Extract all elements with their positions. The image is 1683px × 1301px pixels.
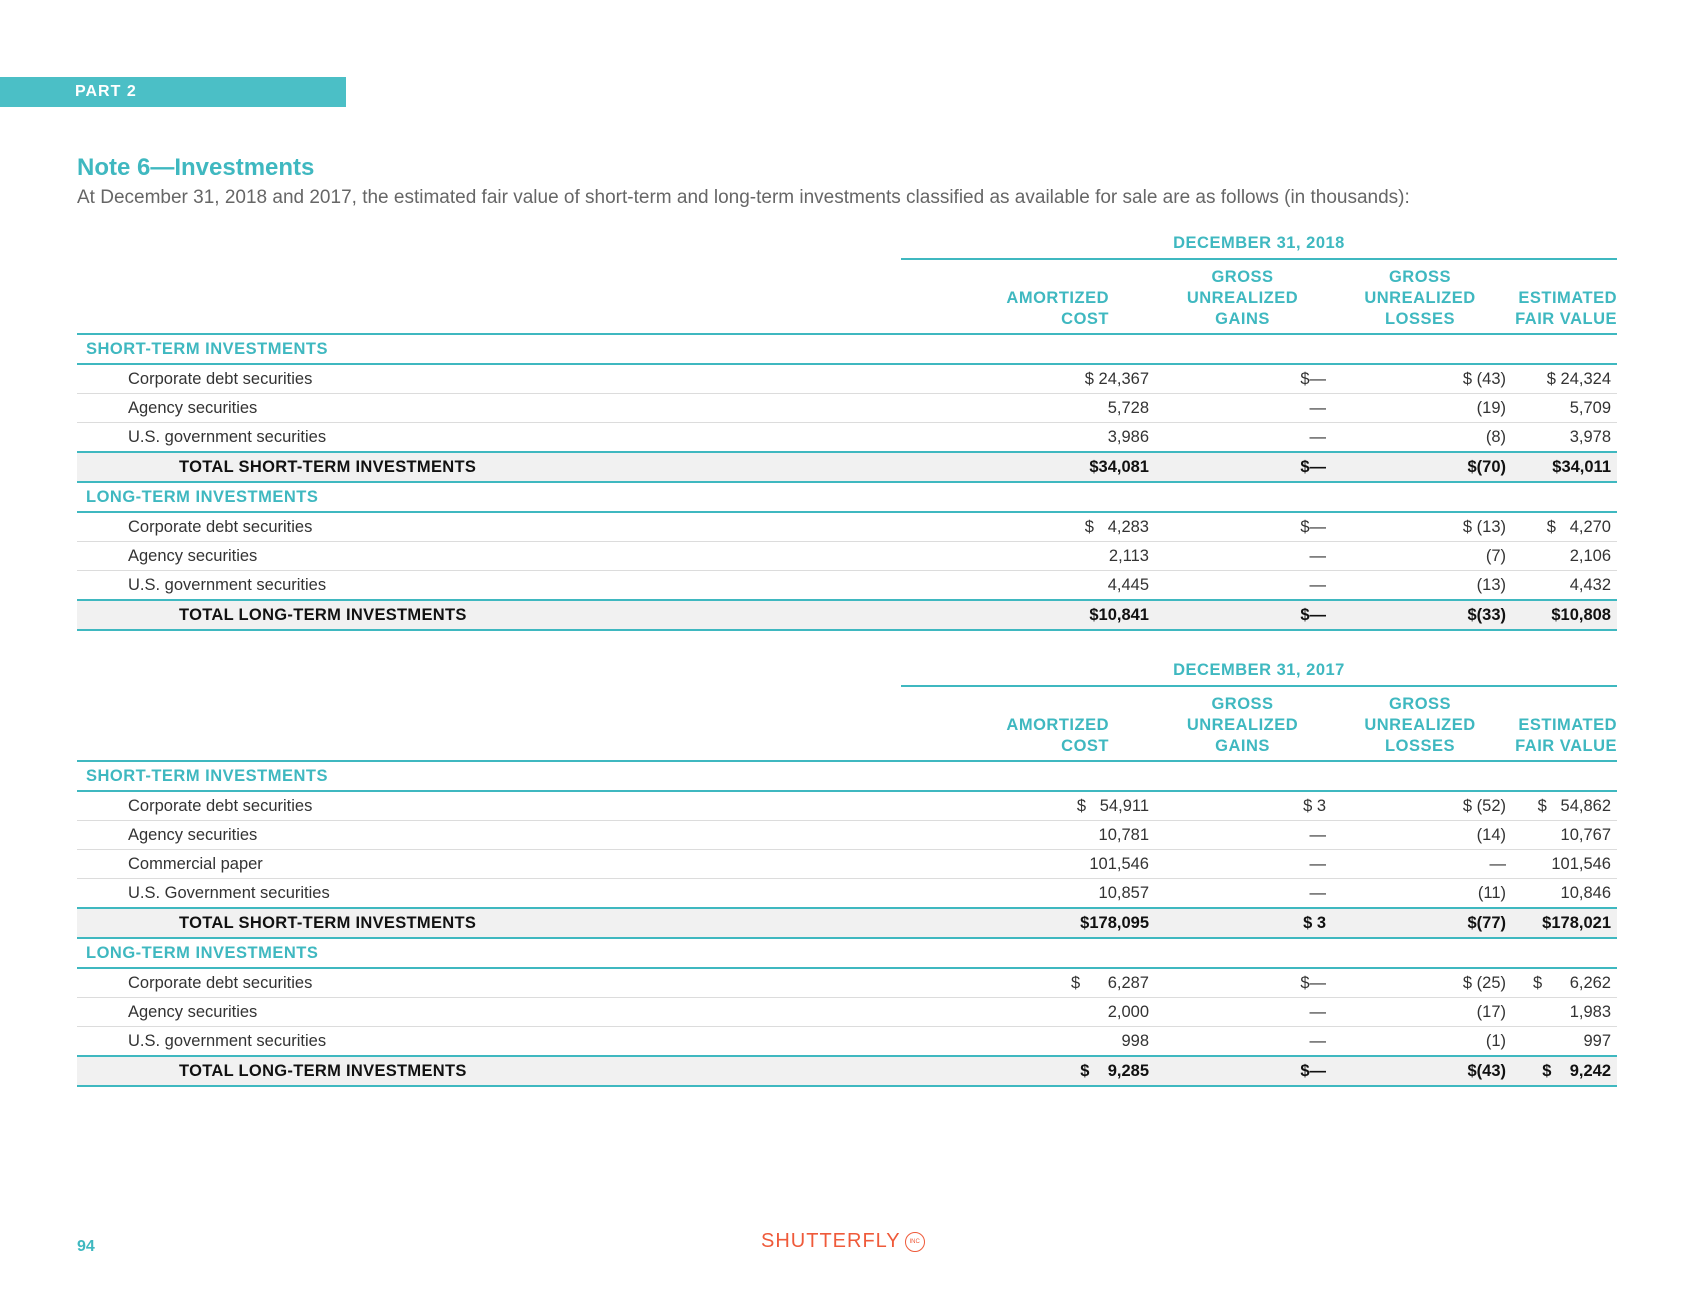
table-row (77, 364, 1617, 394)
section-header-row (77, 938, 1617, 968)
gains-cell: $— (1155, 512, 1330, 542)
table-row (77, 423, 1617, 453)
total-losses: $(70) (1330, 452, 1510, 482)
losses-cell: (17) (1330, 998, 1510, 1027)
gains-cell: — (1155, 850, 1330, 879)
row-label: Agency securities (77, 821, 901, 850)
gains-cell: — (1155, 879, 1330, 909)
gains-cell: — (1155, 571, 1330, 601)
total-label: TOTAL SHORT-TERM INVESTMENTS (77, 452, 901, 482)
amortized-cost-cell: $ 24,367 (901, 364, 1155, 394)
total-label: TOTAL LONG-TERM INVESTMENTS (77, 1056, 901, 1086)
total-fair-value: $34,011 (1510, 452, 1617, 482)
fair-value-cell: 10,846 (1510, 879, 1617, 909)
losses-cell: $ (43) (1330, 364, 1510, 394)
total-fair-value: $ 9,242 (1510, 1056, 1617, 1086)
total-losses: $(43) (1330, 1056, 1510, 1086)
amortized-cost-cell: $ 6,287 (901, 968, 1155, 998)
gains-cell: $— (1155, 968, 1330, 998)
row-label: Agency securities (77, 542, 901, 571)
fair-value-cell: 3,978 (1510, 423, 1617, 453)
losses-cell: (19) (1330, 394, 1510, 423)
period-title: DECEMBER 31, 2017 (901, 655, 1617, 686)
period-title: DECEMBER 31, 2018 (901, 228, 1617, 259)
losses-cell: (14) (1330, 821, 1510, 850)
investments-table-2018 (77, 228, 1617, 631)
total-gains: $— (1155, 1056, 1330, 1086)
col-estimated-fair-value: ESTIMATED FAIR VALUE (1515, 716, 1617, 755)
period-header-row (77, 655, 1617, 686)
logo-inc-badge: INC (905, 1232, 925, 1252)
note-title: Note 6—Investments (77, 154, 315, 181)
total-gains: $— (1155, 600, 1330, 630)
period-header-row (77, 228, 1617, 259)
fair-value-cell: 997 (1510, 1027, 1617, 1057)
fair-value-cell: 5,709 (1510, 394, 1617, 423)
row-label: U.S. government securities (77, 571, 901, 601)
gains-cell: — (1155, 821, 1330, 850)
section-heading: LONG-TERM INVESTMENTS (77, 938, 1617, 968)
amortized-cost-cell: 3,986 (901, 423, 1155, 453)
fair-value-cell: 101,546 (1510, 850, 1617, 879)
gains-cell: — (1155, 542, 1330, 571)
section-header-row (77, 482, 1617, 512)
total-losses: $(77) (1330, 908, 1510, 938)
amortized-cost-cell: 2,000 (901, 998, 1155, 1027)
amortized-cost-cell: $ 4,283 (901, 512, 1155, 542)
amortized-cost-cell: 101,546 (901, 850, 1155, 879)
fair-value-cell: $ 4,270 (1510, 512, 1617, 542)
amortized-cost-cell: 998 (901, 1027, 1155, 1057)
section-heading: LONG-TERM INVESTMENTS (77, 482, 1617, 512)
section-heading: SHORT-TERM INVESTMENTS (77, 334, 1617, 364)
note-intro: At December 31, 2018 and 2017, the estimated fair value of short-term and long-term investments classified as available for sale are as follows (in thousands): (77, 187, 1410, 208)
total-amortized-cost: $178,095 (901, 908, 1155, 938)
row-label: U.S. government securities (77, 423, 901, 453)
table-row (77, 998, 1617, 1027)
total-amortized-cost: $34,081 (901, 452, 1155, 482)
gains-cell: $ 3 (1155, 791, 1330, 821)
total-row (77, 452, 1617, 482)
total-gains: $— (1155, 452, 1330, 482)
table-row (77, 879, 1617, 909)
col-gross-unrealized-gains: GROSS UNREALIZED GAINS (1186, 695, 1299, 755)
total-label: TOTAL SHORT-TERM INVESTMENTS (77, 908, 901, 938)
row-label: Corporate debt securities (77, 968, 901, 998)
col-gross-unrealized-losses: GROSS UNREALIZED LOSSES (1364, 268, 1476, 328)
amortized-cost-cell: 10,857 (901, 879, 1155, 909)
total-row (77, 1056, 1617, 1086)
fair-value-cell: 2,106 (1510, 542, 1617, 571)
col-estimated-fair-value: ESTIMATED FAIR VALUE (1515, 289, 1617, 328)
table-row (77, 791, 1617, 821)
fair-value-cell: $ 24,324 (1510, 364, 1617, 394)
section-header-row (77, 761, 1617, 791)
row-label: Agency securities (77, 998, 901, 1027)
row-label: Corporate debt securities (77, 364, 901, 394)
losses-cell: (8) (1330, 423, 1510, 453)
gains-cell: — (1155, 998, 1330, 1027)
amortized-cost-cell: 2,113 (901, 542, 1155, 571)
total-losses: $(33) (1330, 600, 1510, 630)
losses-cell: $ (52) (1330, 791, 1510, 821)
gains-cell: $— (1155, 364, 1330, 394)
table-row (77, 542, 1617, 571)
row-label: U.S. Government securities (77, 879, 901, 909)
amortized-cost-cell: 10,781 (901, 821, 1155, 850)
losses-cell: — (1330, 850, 1510, 879)
fair-value-cell: 1,983 (1510, 998, 1617, 1027)
total-amortized-cost: $10,841 (901, 600, 1155, 630)
total-row (77, 908, 1617, 938)
table-row (77, 512, 1617, 542)
section-header-row (77, 334, 1617, 364)
part-label: PART 2 (75, 83, 137, 100)
amortized-cost-cell: 4,445 (901, 571, 1155, 601)
gains-cell: — (1155, 1027, 1330, 1057)
gains-cell: — (1155, 394, 1330, 423)
table-row (77, 968, 1617, 998)
page-number: 94 (77, 1238, 95, 1255)
fair-value-cell: $ 54,862 (1510, 791, 1617, 821)
gains-cell: — (1155, 423, 1330, 453)
row-label: Corporate debt securities (77, 512, 901, 542)
col-gross-unrealized-losses: GROSS UNREALIZED LOSSES (1364, 695, 1476, 755)
table-row (77, 571, 1617, 601)
row-label: Corporate debt securities (77, 791, 901, 821)
losses-cell: (13) (1330, 571, 1510, 601)
section-heading: SHORT-TERM INVESTMENTS (77, 761, 1617, 791)
fair-value-cell: $ 6,262 (1510, 968, 1617, 998)
row-label: U.S. government securities (77, 1027, 901, 1057)
row-label: Commercial paper (77, 850, 901, 879)
fair-value-cell: 10,767 (1510, 821, 1617, 850)
table-row (77, 821, 1617, 850)
losses-cell: (1) (1330, 1027, 1510, 1057)
amortized-cost-cell: $ 54,911 (901, 791, 1155, 821)
total-fair-value: $178,021 (1510, 908, 1617, 938)
part-banner (0, 77, 346, 107)
column-header-row (77, 259, 1617, 334)
row-label: Agency securities (77, 394, 901, 423)
column-header-row (77, 686, 1617, 761)
total-fair-value: $10,808 (1510, 600, 1617, 630)
losses-cell: (7) (1330, 542, 1510, 571)
total-gains: $ 3 (1155, 908, 1330, 938)
col-amortized-cost: AMORTIZED COST (1006, 289, 1109, 328)
total-label: TOTAL LONG-TERM INVESTMENTS (77, 600, 901, 630)
investments-table-2017 (77, 655, 1617, 1087)
table-row (77, 850, 1617, 879)
logo-text: SHUTTERFLY (761, 1230, 901, 1252)
losses-cell: $ (13) (1330, 512, 1510, 542)
losses-cell: (11) (1330, 879, 1510, 909)
table-row (77, 394, 1617, 423)
total-amortized-cost: $ 9,285 (901, 1056, 1155, 1086)
table-row (77, 1027, 1617, 1057)
col-gross-unrealized-gains: GROSS UNREALIZED GAINS (1186, 268, 1299, 328)
total-row (77, 600, 1617, 630)
shutterfly-logo (761, 1230, 925, 1253)
fair-value-cell: 4,432 (1510, 571, 1617, 601)
losses-cell: $ (25) (1330, 968, 1510, 998)
col-amortized-cost: AMORTIZED COST (1006, 716, 1109, 755)
amortized-cost-cell: 5,728 (901, 394, 1155, 423)
